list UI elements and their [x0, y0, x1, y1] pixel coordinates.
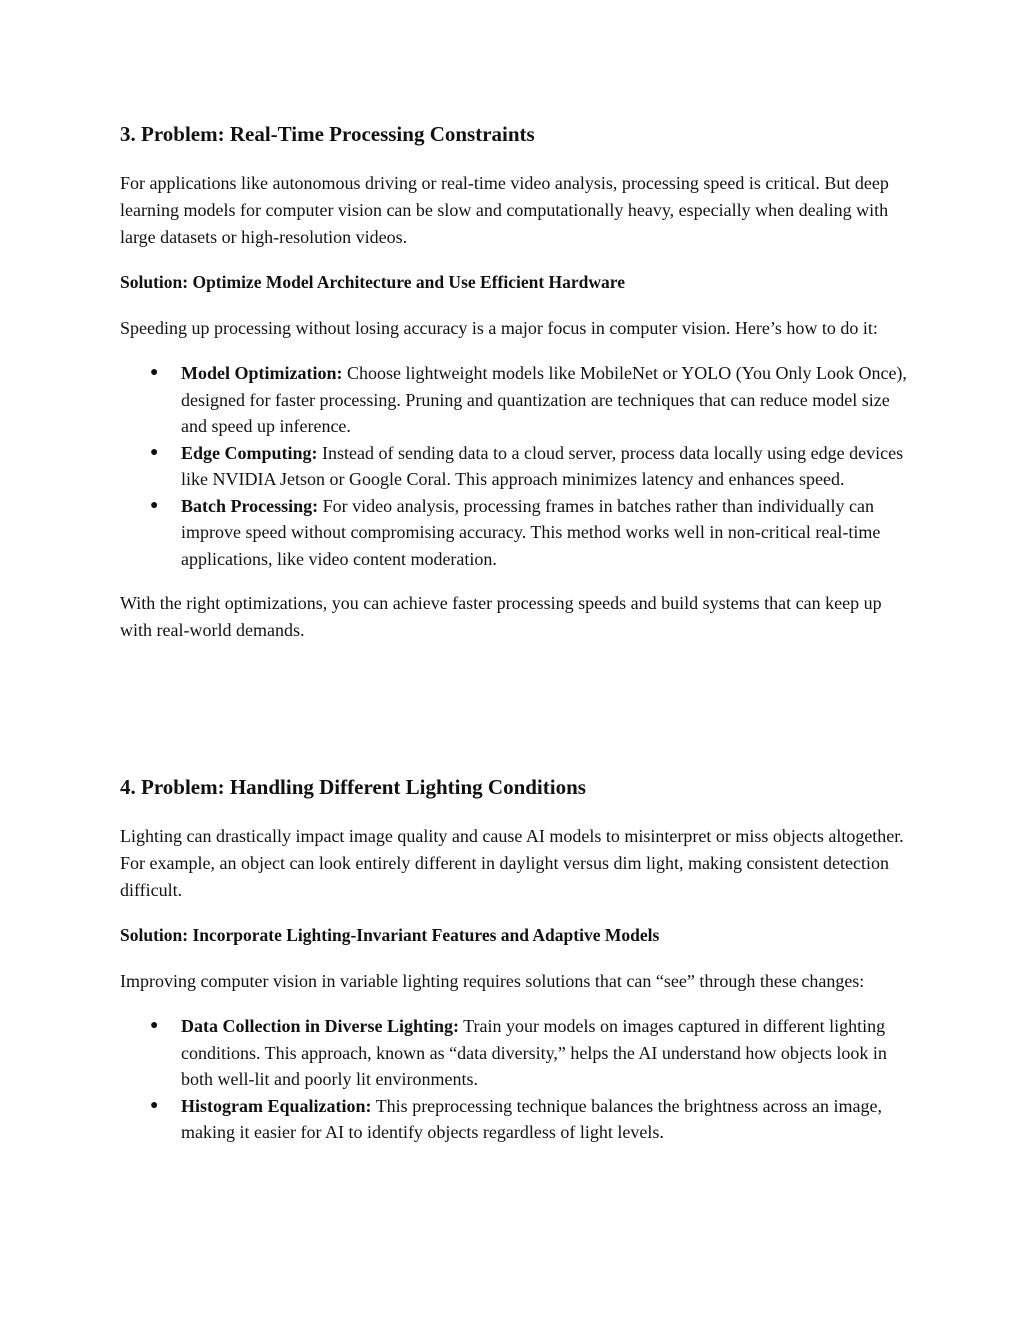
- section-heading: 4. Problem: Handling Different Lighting Conditions: [120, 775, 586, 799]
- list-item-text: Choose lightweight models like MobileNet or YOLO (You Only Look Once), designed for faster processing. Pruning and quantization are techniques that can reduce model size and speed up inference.: [181, 363, 907, 436]
- list-item-text: Train your models on images captured in different lighting conditions. This approach, known as “data diversity,” helps the AI understand how objects look in both well-lit and poorly lit environments.: [181, 1016, 887, 1089]
- bullet-list: [120, 1013, 910, 1146]
- list-item: [120, 440, 910, 493]
- list-item-text: For video analysis, processing frames in batches rather than individually can improve speed without compromising accuracy. This method works well in non-critical real-time applications, like video content moderation.: [181, 495, 881, 569]
- list-item: [120, 1093, 910, 1146]
- solution-heading: Solution: Incorporate Lighting-Invariant Features and Adaptive Models: [120, 925, 660, 945]
- list-item-term: Data Collection in Diverse Lighting:: [181, 1016, 459, 1036]
- problem-paragraph: For applications like autonomous driving or real-time video analysis, processing speed is critical. But deep learning models for computer vision can be slow and computationally heavy, especially when dealing with large datasets or high-resolution videos.: [120, 173, 889, 247]
- list-item: [120, 1013, 910, 1093]
- list-item: [120, 360, 910, 440]
- bullet-list: [120, 360, 910, 572]
- section-lighting-conditions: [120, 773, 910, 1164]
- solution-heading: Solution: Optimize Model Architecture and Use Efficient Hardware: [120, 272, 626, 292]
- bullet-icon: ●: [150, 497, 159, 513]
- list-item-term: Edge Computing:: [181, 442, 318, 463]
- section-heading: 3. Problem: Real-Time Processing Constraints: [120, 122, 535, 146]
- list-item-text: This preprocessing technique balances the brightness across an image, making it easier for AI to identify objects regardless of light levels.: [181, 1095, 883, 1142]
- bullet-icon: ●: [150, 444, 159, 460]
- list-item-text: Instead of sending data to a cloud server, process data locally using edge devices like NVIDIA Jetson or Google Coral. This approach minimizes latency and enhances speed.: [181, 442, 904, 489]
- lead-paragraph: Improving computer vision in variable lighting requires solutions that can “see” through these changes:: [120, 971, 865, 991]
- bullet-icon: ●: [150, 1018, 159, 1033]
- list-item-term: Model Optimization:: [181, 363, 343, 383]
- bullet-icon: ●: [150, 365, 159, 380]
- closing-paragraph: With the right optimizations, you can achieve faster processing speeds and build systems that can keep up with real-world demands.: [120, 593, 882, 640]
- list-item-term: Histogram Equalization:: [181, 1095, 372, 1116]
- problem-paragraph: Lighting can drastically impact image quality and cause AI models to misinterpret or miss objects altogether. For example, an object can look entirely different in daylight versus dim light, making consistent detection difficult.: [120, 826, 904, 900]
- list-item: [120, 493, 910, 573]
- list-item-term: Batch Processing:: [181, 495, 319, 516]
- section-real-time-processing: [120, 120, 910, 662]
- bullet-icon: ●: [150, 1097, 159, 1113]
- lead-paragraph: Speeding up processing without losing accuracy is a major focus in computer vision. Here’s how to do it:: [120, 318, 878, 338]
